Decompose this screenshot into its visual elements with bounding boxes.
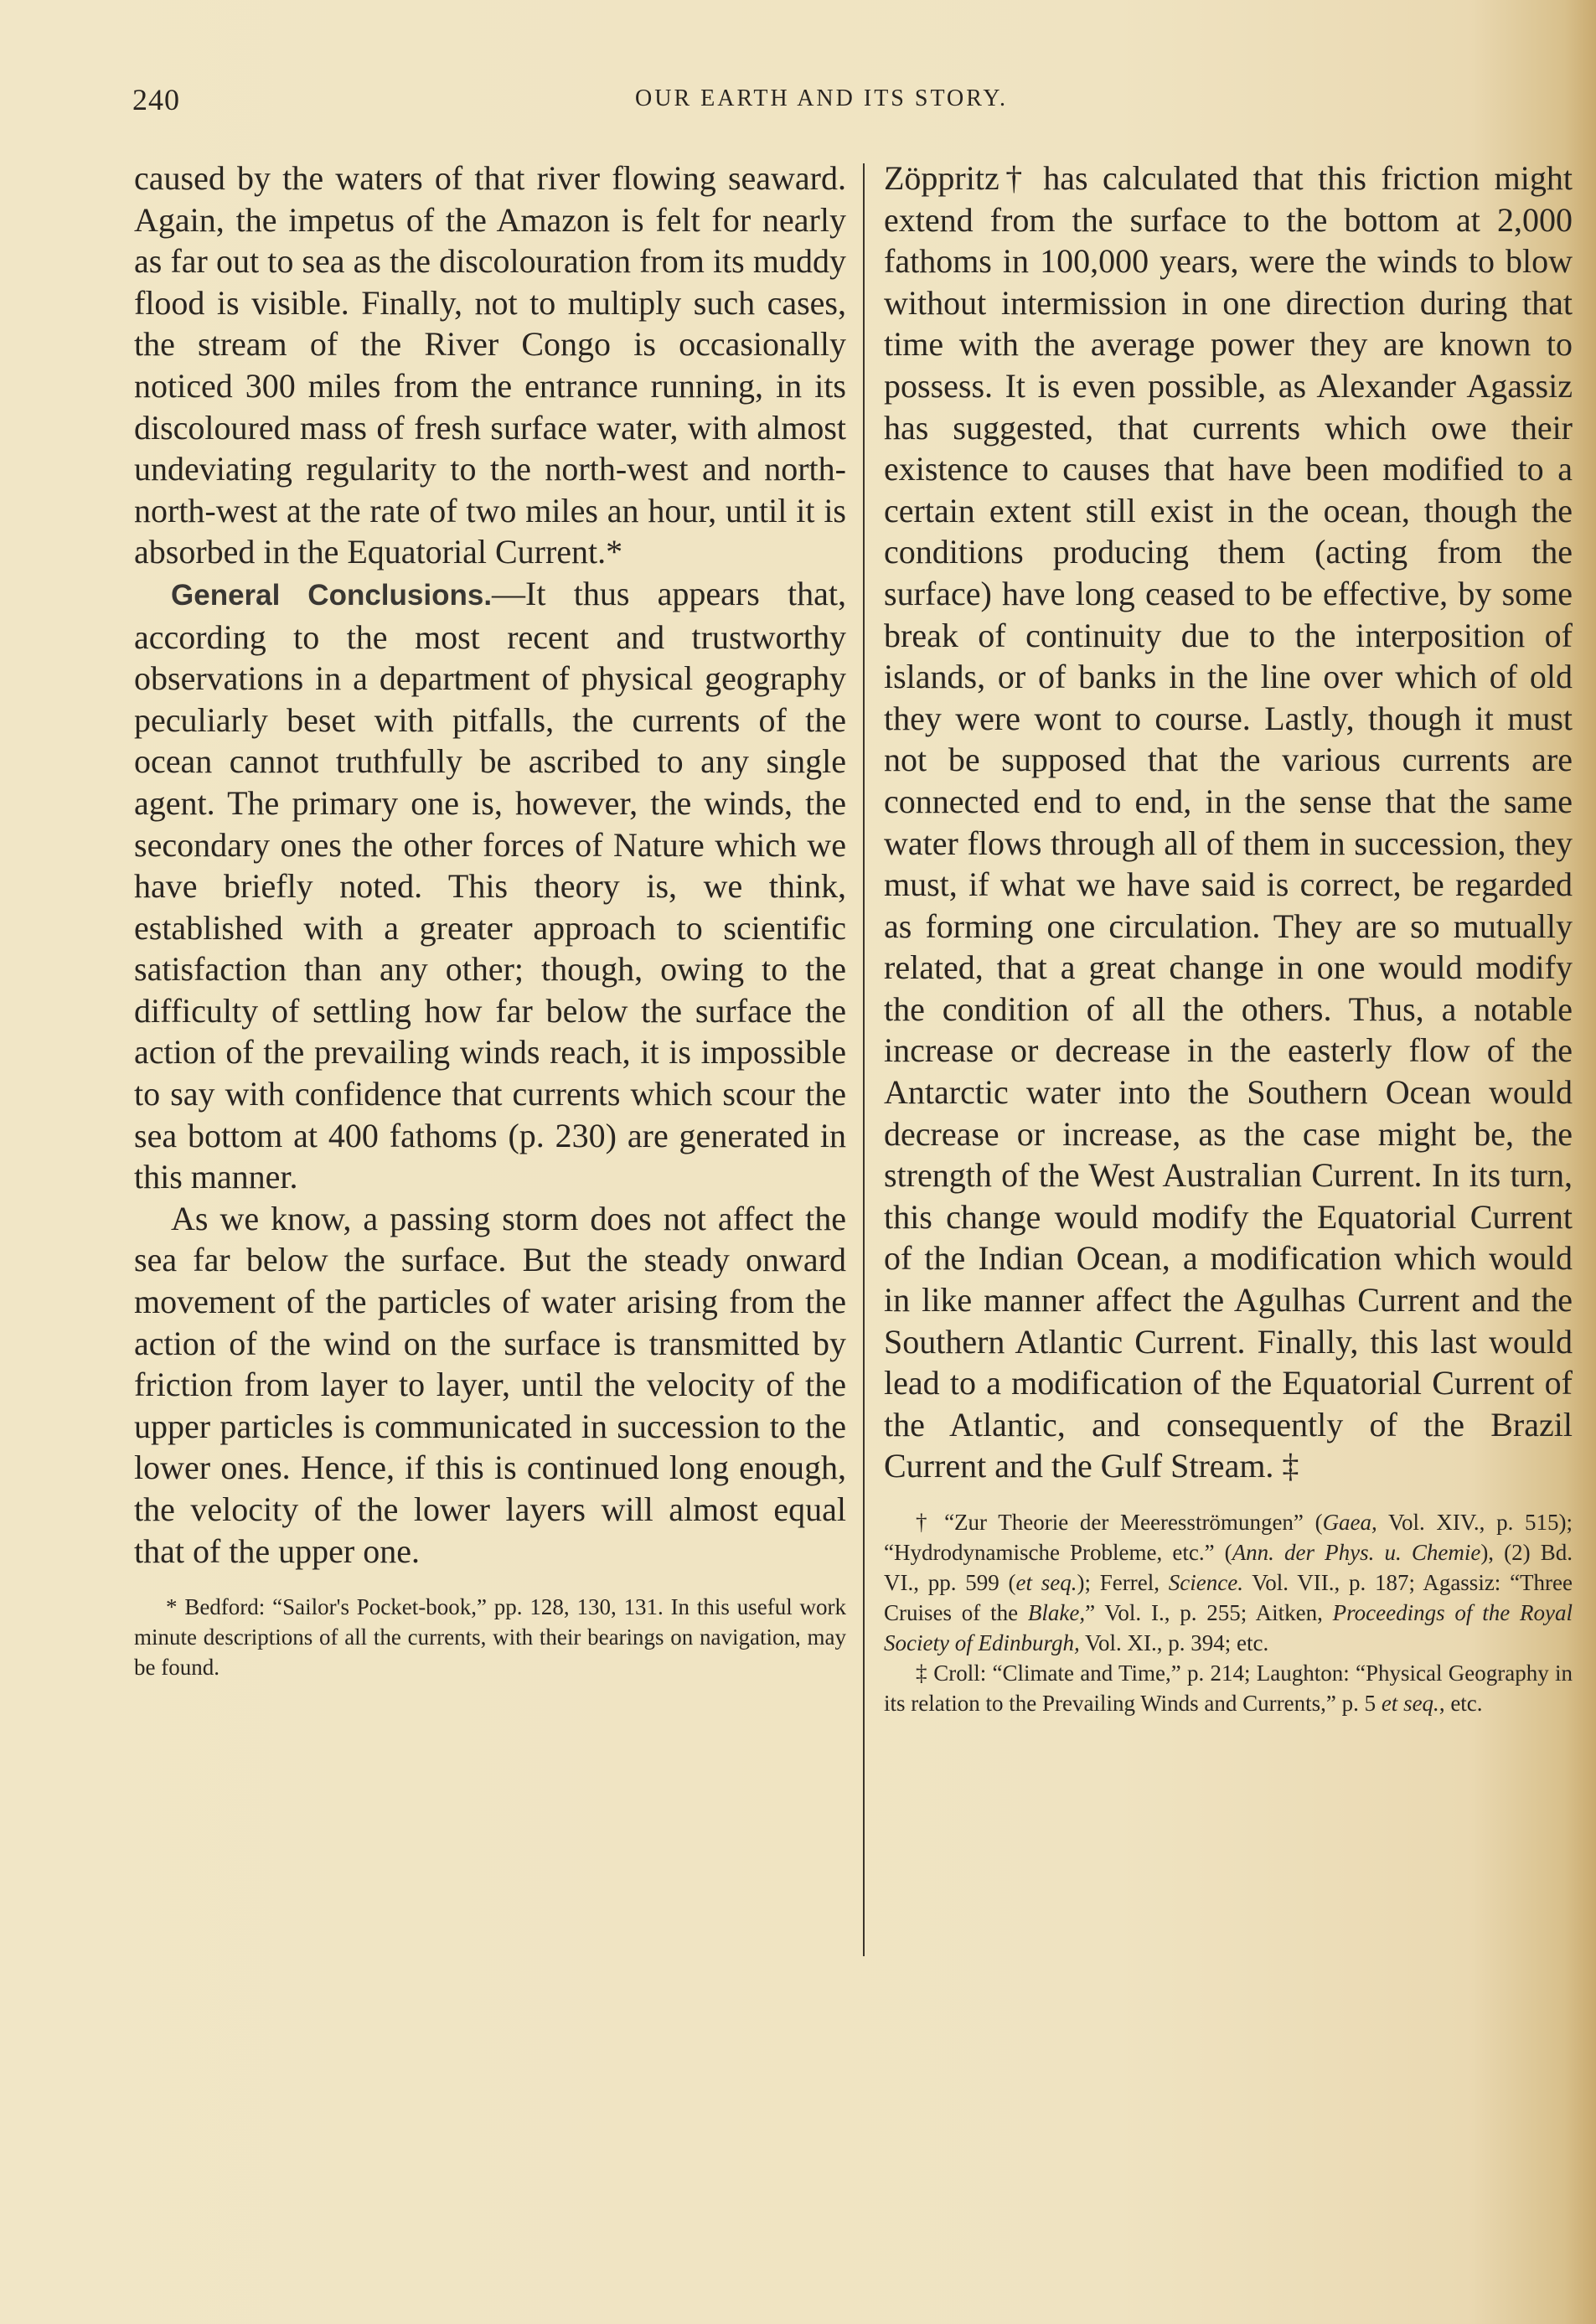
fn-text: † “Zur Theorie der Meeresströmungen” ( (916, 1510, 1323, 1535)
page-number: 240 (132, 83, 180, 116)
fn-text: Vol. VII., p. 187; Agassiz: “Three Cruises of the (884, 1570, 1573, 1625)
fn-text: ‡ Croll: “Climate and Time,” p. 214; Laughton: “Physical Geography in its relation to the Prevailing Winds and Currents,” p. 5 (884, 1660, 1573, 1716)
fn-italic: et seq. (1015, 1570, 1077, 1595)
fn-italic: Science. (1168, 1570, 1243, 1595)
fn-text: Vol. XI., p. 394; etc. (1079, 1630, 1269, 1655)
fn-text: Vol. XIV., p. 515); “Hydrodynamische Probleme, etc.” ( (884, 1510, 1573, 1565)
left-footnotes (134, 1592, 846, 1682)
section-heading-general-conclusions: General Conclusions. (171, 578, 493, 612)
paragraph-river-currents: caused by the waters of that river flowing seaward. Again, the impetus of the Amazon is felt for nearly as far out to sea as the discolouration from its muddy flood is visible. Finally, not to multiply such cases, the stream of the River Congo is occasionally noticed 300 miles from the entrance running, in its discoloured mass of fresh surface water, with almost undeviating regularity to the north-west and north-north-west at the rate of two miles an hour, until it is absorbed in the Equatorial Current.* (134, 159, 846, 571)
fn-text: ” Vol. I., p. 255; Aitken, (1085, 1600, 1333, 1625)
fn-italic: Gaea, (1322, 1510, 1377, 1535)
fn-text: ), (2) Bd. VI., pp. 599 ( (884, 1540, 1573, 1595)
paragraph-zoppritz: Zöppritz† has calculated that this friction might extend from the surface to the bottom at 2,000 fathoms in 100,000 years, were the winds to blow without intermission in one direction during that time with the average power they are known to possess. It is even possible, as Alexander Agassiz has suggested, that currents which owe their existence to causes that have been modified to a certain extent still exist in the ocean, though the conditions producing them (acting from the surface) have long ceased to be effective, by some break of continuity due to the interposition of islands, or of banks in the line over which of old they were wont to course. Lastly, though it must not be supposed that the various currents are connected end to end, in the sense that the same water flows through all of them in succession, they must, if what we have said is correct, be regarded as forming one circulation. They are so mutually related, that a great change in one would modify the condition of all the others. Thus, a notable increase or decrease in the easterly flow of the Antarctic water into the Southern Ocean would decrease or increase, as the case might be, the strength of the West Australian Current. In its turn, this change would modify the Equatorial Current of the Indian Ocean, a modification which would in like manner affect the Agulhas Current and the Southern Atlantic Current. Finally, this last would lead to a modification of the Equatorial Current of the Atlantic, and consequently of the Brazil Current and the Gulf Stream. ‡ (884, 159, 1573, 1485)
column-divider (863, 163, 865, 1956)
fn-text: , etc. (1438, 1691, 1483, 1716)
fn-text: ); Ferrel, (1077, 1570, 1169, 1595)
paragraph-general-conclusions (134, 573, 846, 1198)
running-title: OUR EARTH AND ITS STORY. (635, 85, 1009, 111)
fn-italic: Ann. der Phys. u. Chemie (1232, 1540, 1481, 1565)
fn-italic: Blake, (1027, 1600, 1086, 1625)
fn-italic: Proceedings of the Royal Society of Edinburgh, (884, 1600, 1573, 1655)
running-head (132, 82, 1573, 124)
right-footnotes (884, 1507, 1573, 1718)
footnote-bedford: * Bedford: “Sailor's Pocket-book,” pp. 128, 130, 131. In this useful work minute descriptions of all the currents, with their bearings on navigation, may be found. (134, 1594, 846, 1681)
left-column (134, 158, 846, 1682)
right-column (884, 158, 1573, 1718)
footnote-double-dagger (884, 1658, 1573, 1718)
footnote-dagger (884, 1507, 1573, 1658)
paragraph-passing-storm: As we know, a passing storm does not affect the sea far below the surface. But the steady onward movement of the particles of water arising from the action of the wind on the surface is transmitted by friction from layer to layer, until the velocity of the upper particles is communicated in succession to the lower ones. Hence, if this is continued long enough, the velocity of the lower layers will almost equal that of the upper one. (134, 1199, 846, 1570)
fn-italic: et seq. (1381, 1691, 1439, 1716)
general-conclusions-text: —It thus appears that, according to the most recent and trustworthy observations in a department of physical geography peculiarly beset with pitfalls, the currents of the ocean cannot truthfully be ascribed to any single agent. The primary one is, however, the winds, the secondary ones the other forces of Nature which we have briefly noted. This theory is, we think, established with a greater approach to scientific satisfaction than any other; though, owing to the difficulty of settling how far below the surface the action of the prevailing winds reach, it is impossible to say with confidence that currents which scour the sea bottom at 400 fathoms (p. 230) are generated in this manner. (134, 574, 846, 1196)
